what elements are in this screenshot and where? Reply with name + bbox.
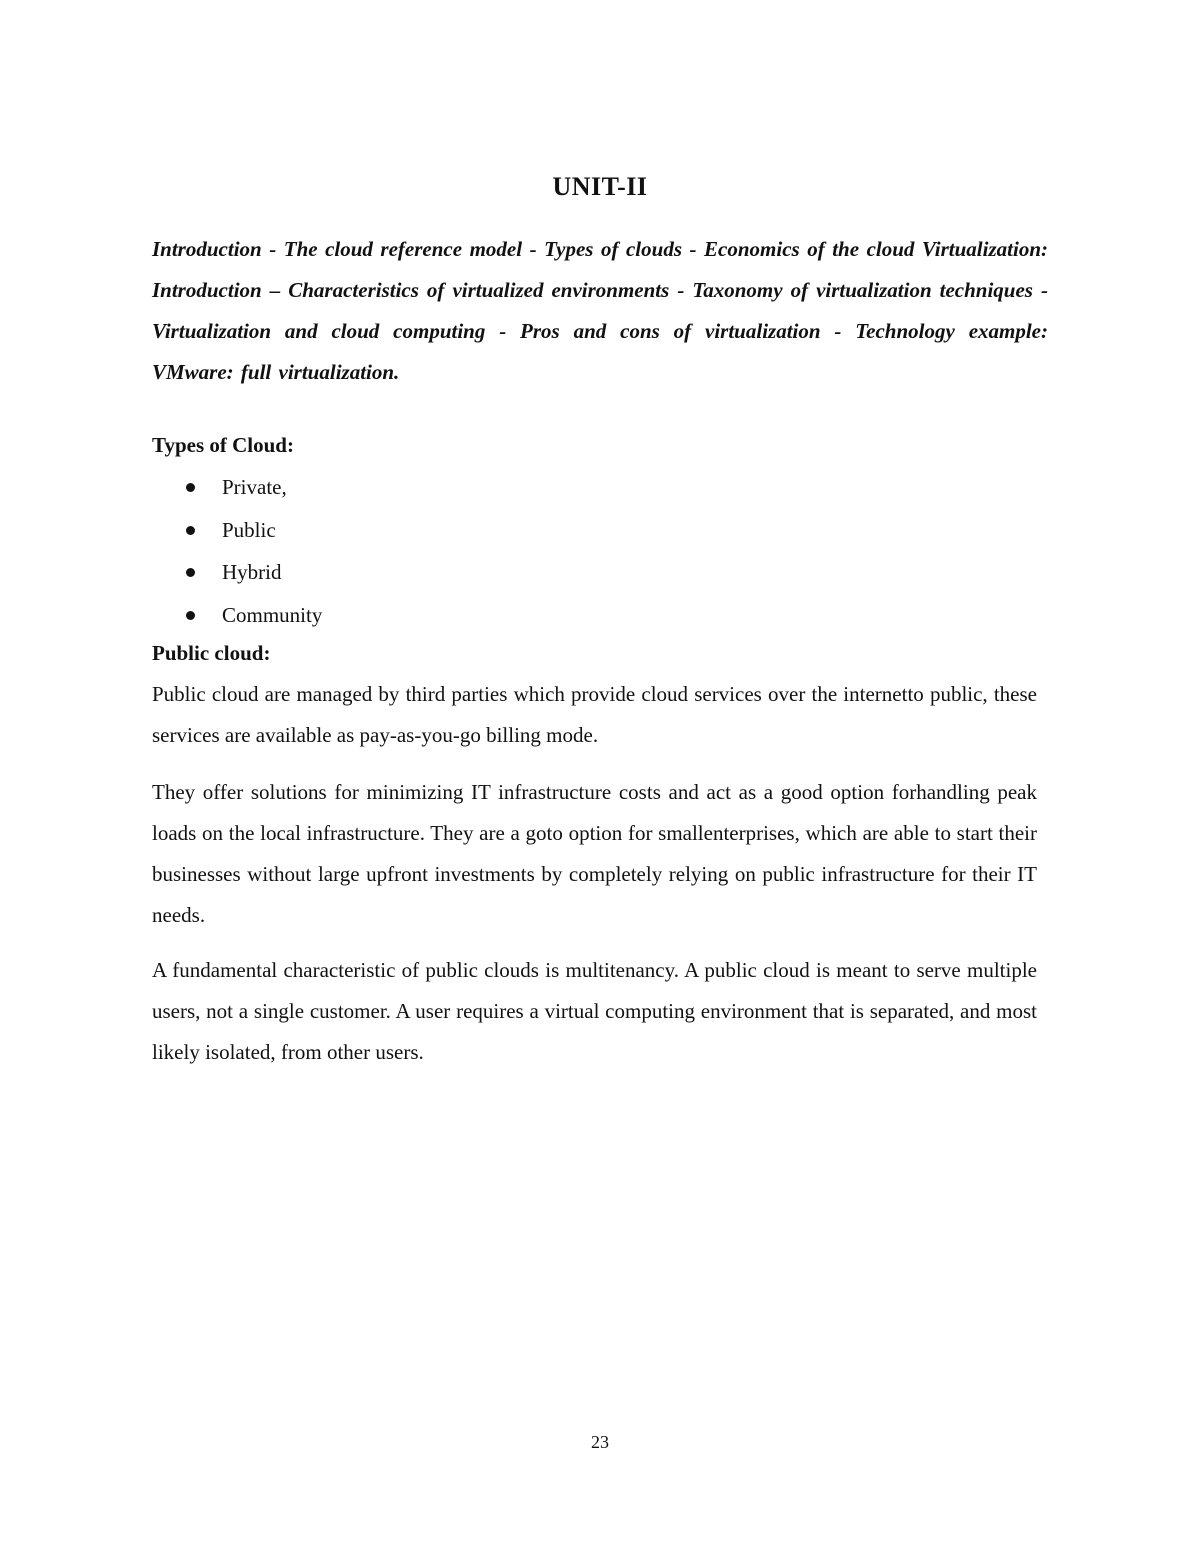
list-item xyxy=(152,469,322,512)
bullet-icon xyxy=(186,526,195,535)
bullet-icon xyxy=(186,611,195,620)
list-item-label: Public xyxy=(222,517,276,542)
syllabus-summary: Introduction - The cloud reference model - Types of clouds - Economics of the cloud Virtualization: Introduction – Characteristics of virtualized environments - Taxonomy of virtualization techniques - Virtualization and cloud computing - Pros and cons of virtualization - Technology example: VMware: full virtualization. xyxy=(152,237,1048,384)
paragraph: They offer solutions for minimizing IT infrastructure costs and act as a good option forhandling peak loads on the local infrastructure. They are a goto option for smallenterprises, which are able to start their businesses without large upfront investments by completely relying on public infrastructure for their IT needs. xyxy=(152,780,1037,927)
page-number: 23 xyxy=(591,1432,609,1452)
unit-title: UNIT-II xyxy=(552,172,648,201)
public-cloud-heading: Public cloud: xyxy=(152,641,271,665)
bullet-icon xyxy=(186,483,195,492)
list-item xyxy=(152,554,322,597)
list-item-label: Hybrid xyxy=(222,560,282,584)
list-item-label: Private, xyxy=(222,475,287,499)
paragraph: Public cloud are managed by third parties which provide cloud services over the internetto public, these services are available as pay-as-you-go billing mode. xyxy=(152,682,1037,747)
paragraph: A fundamental characteristic of public clouds is multitenancy. A public cloud is meant to serve multiple users, not a single customer. A user requires a virtual computing environment that is separated, and most likely isolated, from other users. xyxy=(152,958,1037,1064)
list-item-label: Community xyxy=(222,602,323,627)
cloud-types-list xyxy=(152,469,322,639)
list-item xyxy=(152,597,322,640)
list-item xyxy=(152,512,322,555)
bullet-icon xyxy=(186,568,195,577)
types-of-cloud-heading: Types of Cloud: xyxy=(152,433,294,457)
